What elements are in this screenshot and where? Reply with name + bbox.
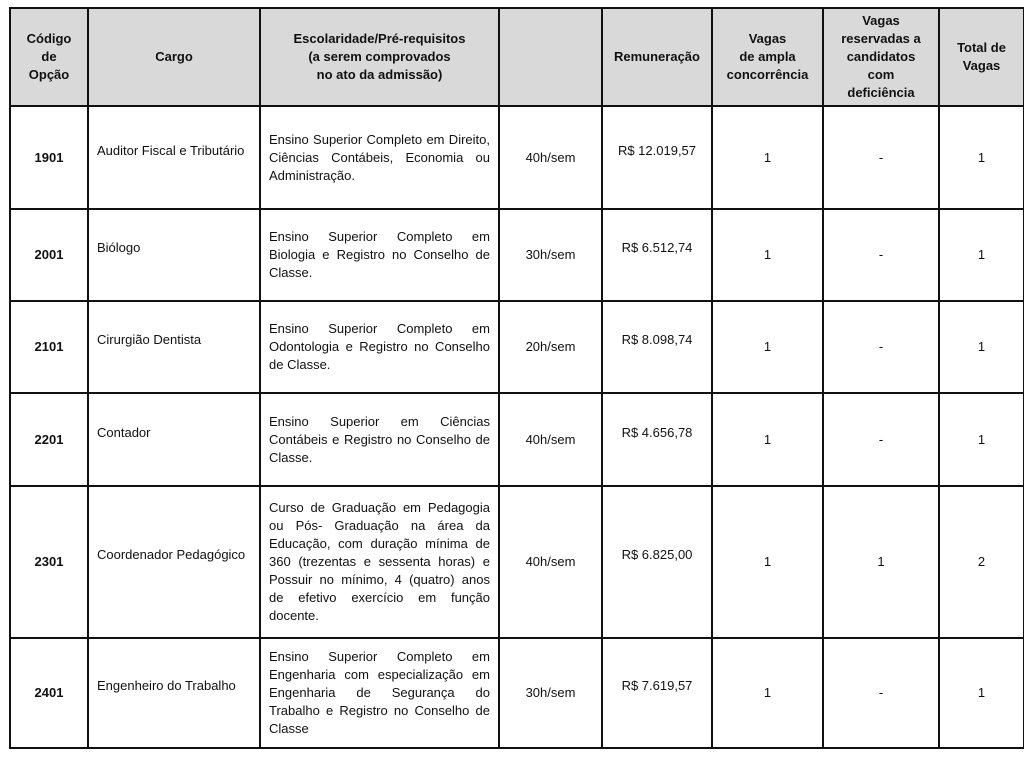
table-row xyxy=(10,106,1024,209)
header-row xyxy=(10,8,1024,106)
cell-escolaridade: Ensino Superior Completo em Engenharia com especialização em Engenharia de Segurança do Trabalho e Registro no Conselho de Classe xyxy=(260,638,499,748)
cell-cargo: Auditor Fiscal e Tributário xyxy=(88,106,260,209)
cell-ampla: 1 xyxy=(712,209,823,301)
cell-escolaridade: Ensino Superior Completo em Odontologia e Registro no Conselho de Classe. xyxy=(260,301,499,393)
cell-deficiencia: - xyxy=(823,106,939,209)
cell-total: 1 xyxy=(939,638,1024,748)
header-remuneracao: Remuneração xyxy=(602,8,712,106)
table-row xyxy=(10,638,1024,748)
cell-cargo: Cirurgião Dentista xyxy=(88,301,260,393)
cell-codigo: 2401 xyxy=(10,638,88,748)
cell-cargo: Contador xyxy=(88,393,260,486)
header-cargo: Cargo xyxy=(88,8,260,106)
header-vagas-ampla: Vagas de ampla concorrência xyxy=(712,8,823,106)
cell-codigo: 1901 xyxy=(10,106,88,209)
cell-carga: 40h/sem xyxy=(499,106,602,209)
header-vagas-deficiencia: Vagas reservadas a candidatos com deficiência xyxy=(823,8,939,106)
cell-carga: 30h/sem xyxy=(499,209,602,301)
cell-cargo: Engenheiro do Trabalho xyxy=(88,638,260,748)
cell-cargo: Biólogo xyxy=(88,209,260,301)
cell-carga: 40h/sem xyxy=(499,393,602,486)
cell-remuneracao: R$ 6.512,74 xyxy=(602,209,712,301)
cell-escolaridade: Curso de Graduação em Pedagogia ou Pós- Graduação na área da Educação, com duração mínima de 360 (trezentas e sessenta horas) e Possuir no mínimo, 4 (quatro) anos de efetivo exercício em função docente. xyxy=(260,486,499,638)
table-row xyxy=(10,209,1024,301)
cell-remuneracao: R$ 4.656,78 xyxy=(602,393,712,486)
cell-remuneracao: R$ 8.098,74 xyxy=(602,301,712,393)
table-row xyxy=(10,301,1024,393)
table-row xyxy=(10,393,1024,486)
cell-codigo: 2301 xyxy=(10,486,88,638)
cell-escolaridade: Ensino Superior em Ciências Contábeis e Registro no Conselho de Classe. xyxy=(260,393,499,486)
cell-cargo: Coordenador Pedagógico xyxy=(88,486,260,638)
cell-ampla: 1 xyxy=(712,393,823,486)
cell-codigo: 2001 xyxy=(10,209,88,301)
cell-ampla: 1 xyxy=(712,106,823,209)
cell-ampla: 1 xyxy=(712,486,823,638)
cell-total: 1 xyxy=(939,106,1024,209)
cell-carga: 20h/sem xyxy=(499,301,602,393)
cell-total: 1 xyxy=(939,393,1024,486)
cell-carga: 40h/sem xyxy=(499,486,602,638)
cell-ampla: 1 xyxy=(712,301,823,393)
cell-deficiencia: - xyxy=(823,393,939,486)
cell-total: 1 xyxy=(939,301,1024,393)
cell-escolaridade: Ensino Superior Completo em Direito, Ciências Contábeis, Economia ou Administração. xyxy=(260,106,499,209)
table-row xyxy=(10,486,1024,638)
cell-total: 1 xyxy=(939,209,1024,301)
header-carga-horaria xyxy=(499,8,602,106)
cell-total: 2 xyxy=(939,486,1024,638)
header-total-vagas: Total de Vagas xyxy=(939,8,1024,106)
cell-remuneracao: R$ 7.619,57 xyxy=(602,638,712,748)
header-codigo: Código de Opção xyxy=(10,8,88,106)
cell-escolaridade: Ensino Superior Completo em Biologia e Registro no Conselho de Classe. xyxy=(260,209,499,301)
cell-codigo: 2101 xyxy=(10,301,88,393)
cell-remuneracao: R$ 12.019,57 xyxy=(602,106,712,209)
header-escolaridade: Escolaridade/Pré-requisitos (a serem comprovados no ato da admissão) xyxy=(260,8,499,106)
cell-carga: 30h/sem xyxy=(499,638,602,748)
cell-deficiencia: 1 xyxy=(823,486,939,638)
cell-deficiencia: - xyxy=(823,638,939,748)
cell-deficiencia: - xyxy=(823,301,939,393)
cell-deficiencia: - xyxy=(823,209,939,301)
cell-remuneracao: R$ 6.825,00 xyxy=(602,486,712,638)
vagas-table xyxy=(9,7,1024,749)
cell-codigo: 2201 xyxy=(10,393,88,486)
cell-ampla: 1 xyxy=(712,638,823,748)
